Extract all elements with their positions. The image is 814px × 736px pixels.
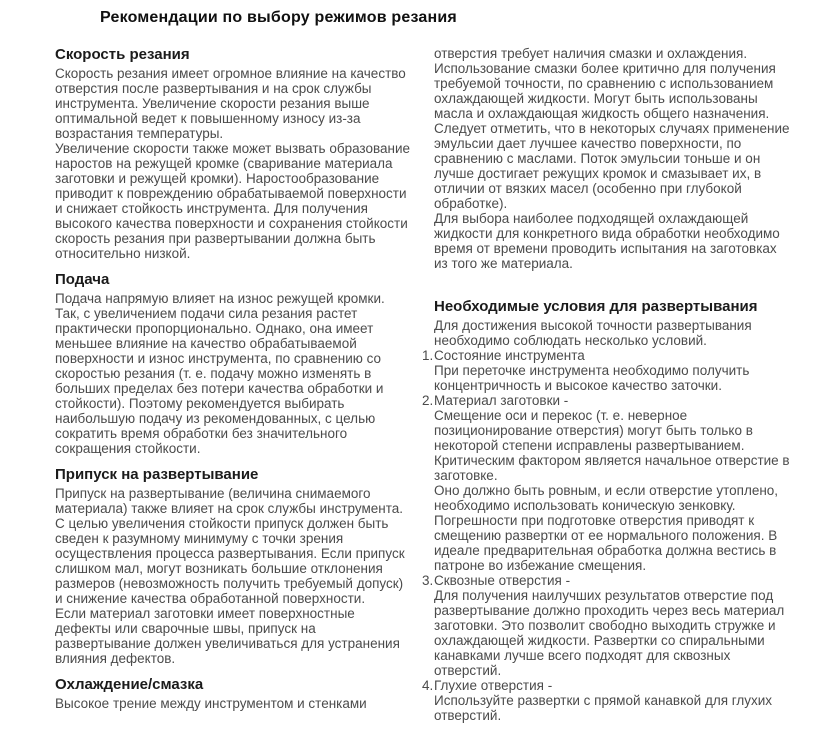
body-paragraph: отверстия требует наличия смазки и охлаждения. Использование смазки более критично для получения требуемой точности, по сравнению с использованием охлаждающей жидкости. Могут быть использованы масла и охлаждающая жидкость общего назначения.	[434, 46, 776, 121]
section-cooling-lubrication	[55, 676, 413, 711]
list-number: 3.	[422, 573, 434, 588]
list-number: 4.	[422, 678, 434, 693]
body-paragraph: Если материал заготовки имеет поверхностные дефекты или сварочные швы, припуск на развертывание должен увеличиваться для устранения влияния дефектов.	[55, 606, 400, 666]
body-paragraph: Высокое трение между инструментом и стенками	[55, 696, 367, 711]
body-paragraph: Смещение оси и перекос (т. е. неверное позиционирование отверстия) могут быть только в некоторой степени исправлены развертыванием.	[434, 408, 753, 453]
list-item-title: Глухие отверстия -	[434, 678, 553, 693]
section-feed	[55, 271, 413, 456]
body-paragraph: Для получения наилучших результатов отверстие под развертывание должно проходить через весь материал заготовки. Это позволит свободно выходить стружке и охлаждающей жидкости. Развертки со спиральными канавками лучше всего подходят для сквозных отверстий.	[434, 588, 785, 678]
list-number: 1.	[422, 348, 434, 363]
body-paragraph: Скорость резания имеет огромное влияние на качество отверстия после развертывания и на срок службы инструмента. Увеличение скорости резания выше оптимальной ведет к повышенному износу из-за возрастания температуры.	[55, 66, 406, 141]
numbered-list-item	[422, 393, 790, 573]
section-intro: Для достижения высокой точности развертывания необходимо соблюдать несколько условий.	[434, 318, 752, 348]
list-item-body	[434, 393, 790, 573]
list-item-body	[434, 678, 790, 723]
list-number: 2.	[422, 393, 434, 408]
body-paragraph: Оно должно быть ровным, и если отверстие утоплено, необходимо использовать коническую зенковку. Погрешности при подготовке отверстия приводят к смещению развертки от ее нормального положения. В идеале предварительная обработка должна вестись в патроне во избежание смещения.	[434, 483, 779, 573]
list-item-title: Материал заготовки -	[434, 393, 569, 408]
numbered-list-item	[422, 678, 790, 723]
section-heading: Скорость резания	[55, 46, 190, 63]
body-paragraph: Припуск на развертывание (величина снимаемого материала) также влияет на срок службы инструмента. С целью увеличения стойкости припуск должен быть сведен к разумному минимуму с точки зрения осуществления процесса развертывания. Если припуск слишком мал, могут возникать большие отклонения размеров (невозможность получить требуемый допуск) и снижение качества обработанной поверхности.	[55, 486, 405, 606]
body-paragraph: Критическим фактором является начальное отверстие в заготовке.	[434, 453, 790, 483]
body-paragraph: Для выбора наиболее подходящей охлаждающей жидкости для конкретного вида обработки необходимо время от времени проводить испытания на заготовках из того же материала.	[434, 211, 780, 271]
numbered-list-item	[422, 348, 790, 393]
section-heading: Подача	[55, 271, 110, 288]
section-heading: Припуск на развертывание	[55, 466, 259, 483]
right-column	[422, 46, 790, 723]
body-paragraph: Следует отметить, что в некоторых случаях применение эмульсии дает лучшее качество поверхности, по сравнению с маслами. Поток эмульсии тоньше и он лучше достигает режущих кромок и смазывает их, в отличии от вязких масел (особенно при глубокой обработке).	[434, 121, 790, 211]
numbered-list-item	[422, 573, 790, 678]
body-paragraph: При переточке инструмента необходимо получить концентричность и высокое качество заточки.	[434, 363, 750, 393]
body-paragraph: Увеличение скорости также может вызвать образование наростов на режущей кромке (сваривание материала заготовки и режущей кромки). Наростообразование приводит к повреждению обрабатываемой поверхности и снижает стойкость инструмента. Для получения высокого качества поверхности и сохранения стойкости скорость резания при развертывании должна быть относительно низкой.	[55, 141, 411, 261]
section-reaming-conditions	[422, 298, 790, 723]
body-paragraph: Подача напрямую влияет на износ режущей кромки. Так, с увеличением подачи сила резания растет практически пропорционально. Однако, она имеет меньшее влияние на качество обрабатываемой поверхности и износ инструмента, по сравнению со скоростью резания (т. е. подачу можно изменять в больших пределах без потери качества обработки и стойкости). Поэтому рекомендуется выбирать наибольшую подачу из рекомендованных, с целью сократить время обработки без значительного сокращения стойкости.	[55, 291, 385, 456]
page-title: Рекомендации по выбору режимов резания	[100, 9, 457, 26]
list-item-title: Сквозные отверстия -	[434, 573, 571, 588]
left-column	[55, 46, 413, 711]
section-cutting-speed	[55, 46, 413, 261]
section-heading: Необходимые условия для развертывания	[434, 298, 758, 315]
body-paragraph: Используйте развертки с прямой канавкой для глухих отверстий.	[434, 693, 773, 723]
list-item-body	[434, 573, 790, 678]
list-item-body	[434, 348, 790, 393]
section-reaming-allowance	[55, 466, 413, 666]
section-heading: Охлаждение/смазка	[55, 676, 204, 693]
list-item-title: Состояние инструмента	[434, 348, 585, 363]
